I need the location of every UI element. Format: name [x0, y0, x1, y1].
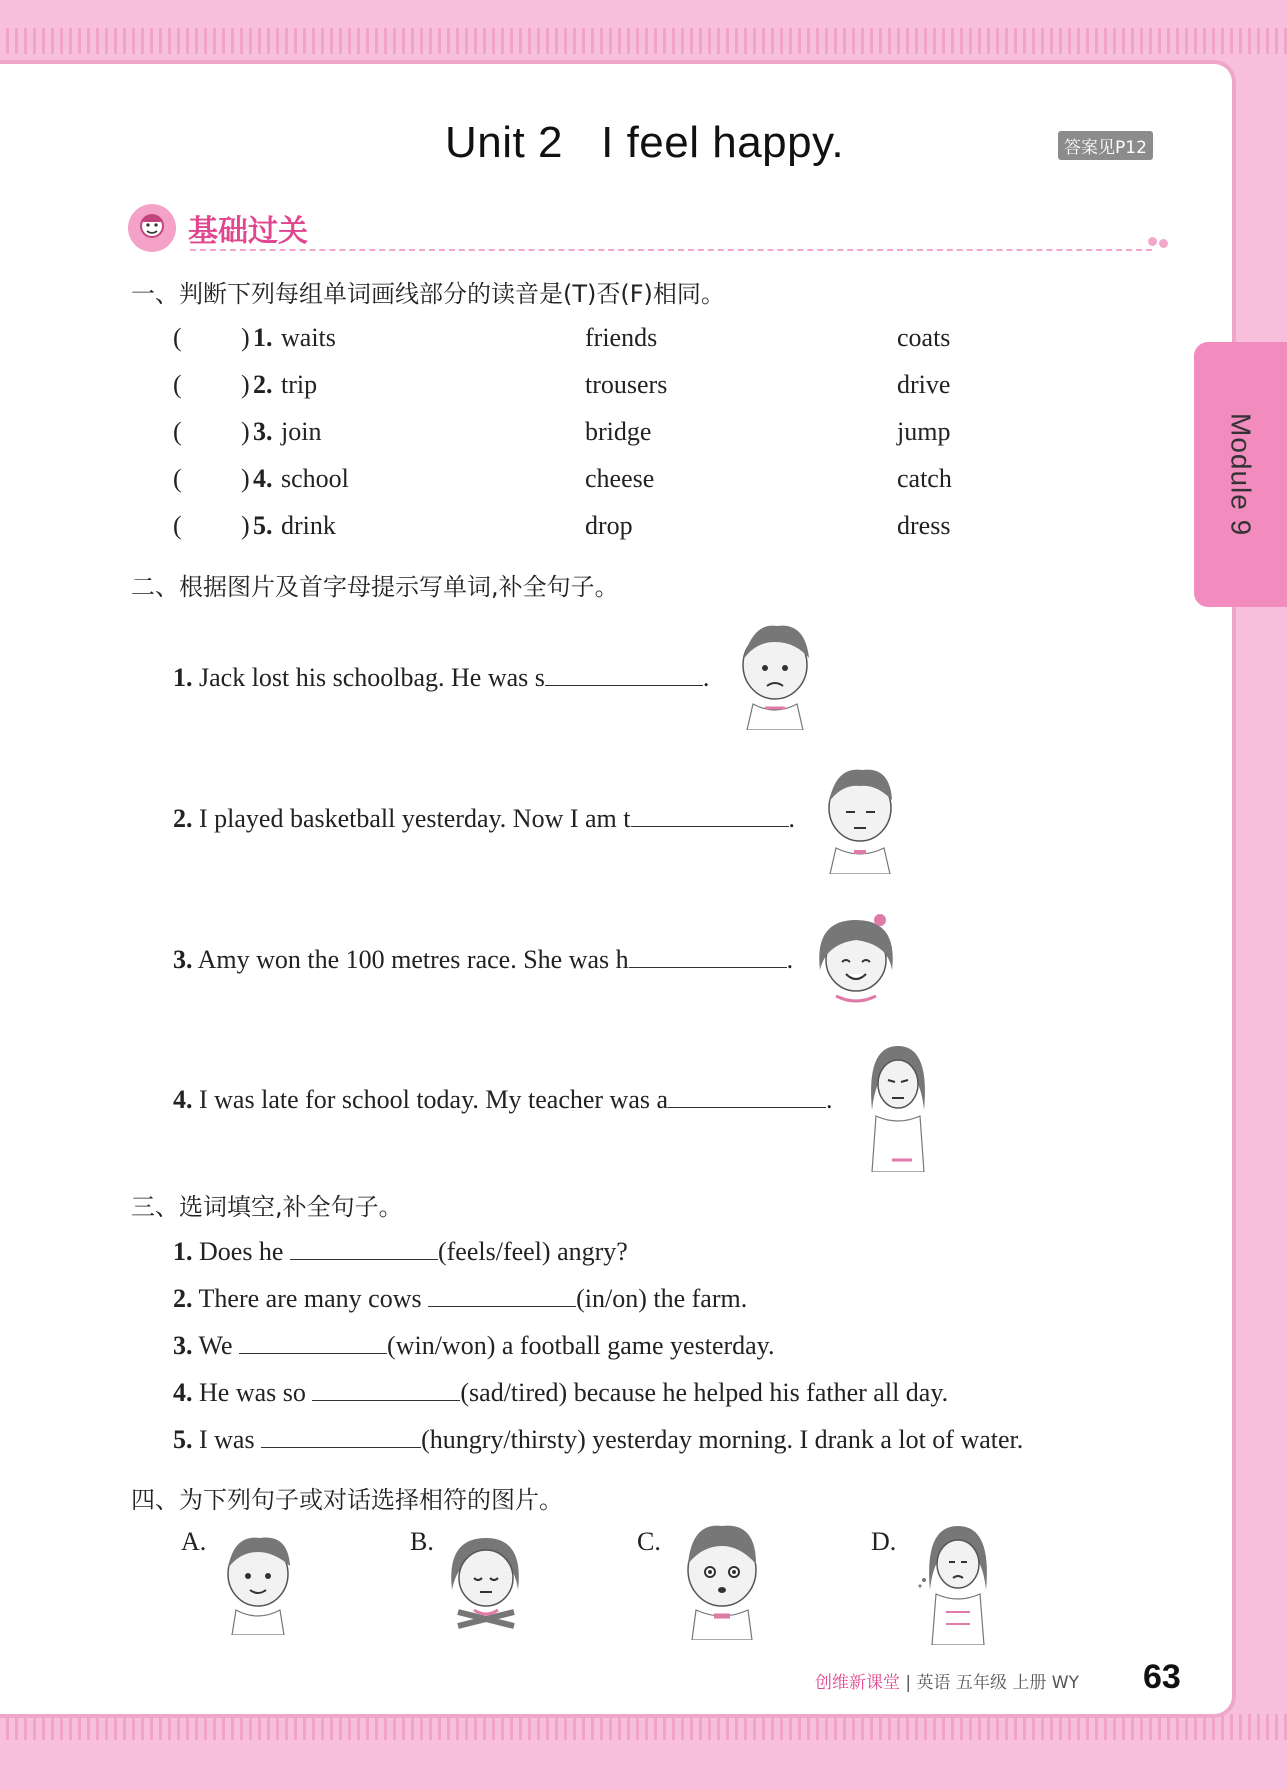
item-text: I played basketball yesterday. Now I am t [199, 804, 631, 833]
item-end: . [786, 945, 794, 974]
item-text: There are many cows [198, 1284, 422, 1313]
answer-blank[interactable] [545, 661, 703, 686]
item-number: 3. [253, 417, 273, 446]
part3-item-1 [173, 1235, 628, 1267]
word-2: bridge [585, 417, 652, 446]
divider-dot [1159, 239, 1168, 248]
part3-item-5 [173, 1423, 1023, 1455]
tired-boy-icon [818, 762, 903, 874]
item-text: Does he [199, 1237, 284, 1266]
word-2: trousers [585, 370, 668, 399]
part1-row [173, 323, 1073, 357]
part3-item-3 [173, 1329, 775, 1361]
answer-close-paren: ) [241, 464, 250, 493]
section-header [128, 204, 308, 252]
word-2: friends [585, 323, 658, 352]
item-number: 1. [173, 663, 193, 692]
angry-teacher-icon [862, 1040, 934, 1172]
option-a-boy-icon[interactable] [218, 1530, 298, 1635]
option-d-label: D. [871, 1527, 897, 1556]
item-number: 4. [253, 464, 273, 493]
option-c-label: C. [637, 1527, 661, 1556]
module-label: Module 9 [1225, 412, 1257, 537]
answer-reference: 答案见P12 [1058, 131, 1153, 160]
bottom-border-stripes [0, 1714, 1287, 1740]
part2-instruction: 二、根据图片及首字母提示写单词,补全句子。 [131, 573, 619, 601]
word-3: catch [897, 464, 952, 493]
item-number: 2. [173, 1284, 193, 1313]
answer-blank[interactable] [239, 1329, 387, 1354]
part2-item-3 [173, 943, 793, 975]
part2-item-4 [173, 1083, 833, 1115]
option-d-girl-icon[interactable] [916, 1520, 996, 1645]
item-choices: (hungry/thirsty) yesterday morning. I drank a lot of water. [421, 1425, 1024, 1454]
word-2: drop [585, 511, 633, 540]
happy-girl-icon [810, 910, 902, 1012]
top-border-stripes [0, 28, 1287, 54]
answer-blank[interactable] [428, 1282, 576, 1307]
word-1: drink [281, 511, 336, 540]
item-number: 3. [173, 945, 193, 974]
item-text: I was [199, 1425, 255, 1454]
answer-open-paren[interactable]: ( [173, 511, 182, 540]
word-3: coats [897, 323, 951, 352]
section-label: 基础过关 [188, 214, 308, 249]
item-text: Amy won the 100 metres race. She was h [197, 945, 629, 974]
item-text: I was late for school today. My teacher was a [199, 1085, 669, 1114]
answer-blank[interactable] [629, 943, 787, 968]
part1-row [173, 511, 1073, 545]
item-number: 5. [173, 1425, 193, 1454]
footer-brand: 创维新课堂 [815, 1673, 900, 1693]
item-end: . [826, 1085, 833, 1114]
footer-info: 创维新课堂 | 英语 五年级 上册 WY [815, 1673, 1079, 1693]
option-c-boy-icon[interactable] [678, 1520, 766, 1640]
option-b-label: B. [410, 1527, 434, 1556]
part1-row [173, 464, 1073, 498]
word-3: drive [897, 370, 951, 399]
item-number: 4. [173, 1085, 193, 1114]
module-side-tab [1194, 342, 1287, 607]
page-number: 63 [1143, 1658, 1181, 1696]
word-3: dress [897, 511, 951, 540]
item-choices: (feels/feel) angry? [437, 1237, 628, 1266]
word-3: jump [897, 417, 951, 446]
answer-blank[interactable] [261, 1423, 421, 1448]
section-divider [190, 249, 1152, 251]
part2-item-2 [173, 802, 795, 834]
item-choices: (sad/tired) because he helped his father all day. [460, 1378, 949, 1407]
item-choices: (win/won) a football game yesterday. [387, 1331, 775, 1360]
part3-instruction: 三、选词填空,补全句子。 [131, 1193, 403, 1221]
item-number: 2. [253, 370, 273, 399]
answer-blank[interactable] [668, 1083, 826, 1108]
part1-row [173, 417, 1073, 451]
answer-close-paren: ) [241, 323, 250, 352]
item-choices: (in/on) the farm. [576, 1284, 748, 1313]
option-b-girl-icon[interactable] [444, 1530, 526, 1635]
sad-boy-icon [733, 620, 818, 730]
answer-open-paren[interactable]: ( [173, 323, 182, 352]
answer-open-paren[interactable]: ( [173, 417, 182, 446]
item-number: 4. [173, 1378, 193, 1407]
item-number: 3. [173, 1331, 193, 1360]
answer-open-paren[interactable]: ( [173, 370, 182, 399]
item-number: 1. [253, 323, 273, 352]
answer-open-paren[interactable]: ( [173, 464, 182, 493]
item-text: Jack lost his schoolbag. He was s [199, 663, 545, 692]
girl-mascot-icon [128, 204, 176, 252]
item-number: 2. [173, 804, 193, 833]
part2-item-1 [173, 661, 709, 693]
part3-item-2 [173, 1282, 747, 1314]
answer-blank[interactable] [631, 802, 789, 827]
answer-blank[interactable] [312, 1376, 460, 1401]
divider-dot [1148, 237, 1157, 246]
footer-details: 英语 五年级 上册 WY [916, 1673, 1079, 1693]
answer-close-paren: ) [241, 417, 250, 446]
answer-close-paren: ) [241, 370, 250, 399]
word-1: school [281, 464, 349, 493]
word-1: join [281, 417, 322, 446]
item-text: We [198, 1331, 233, 1360]
option-a-label: A. [181, 1527, 207, 1556]
worksheet-page [0, 64, 1232, 1714]
part3-item-4 [173, 1376, 948, 1408]
item-end: . [702, 663, 710, 692]
page-title: Unit 2 I feel happy. [445, 118, 845, 167]
part1-row [173, 370, 1073, 404]
answer-blank[interactable] [290, 1235, 438, 1260]
item-number: 1. [173, 1237, 193, 1266]
answer-close-paren: ) [241, 511, 250, 540]
word-2: cheese [585, 464, 655, 493]
word-1: trip [281, 370, 318, 399]
item-end: . [788, 804, 796, 833]
part4-instruction: 四、为下列句子或对话选择相符的图片。 [131, 1486, 563, 1514]
item-text: He was so [199, 1378, 306, 1407]
part1-instruction: 一、判断下列每组单词画线部分的读音是(T)否(F)相同。 [131, 280, 725, 308]
item-number: 5. [253, 511, 273, 540]
word-1: waits [281, 323, 336, 352]
